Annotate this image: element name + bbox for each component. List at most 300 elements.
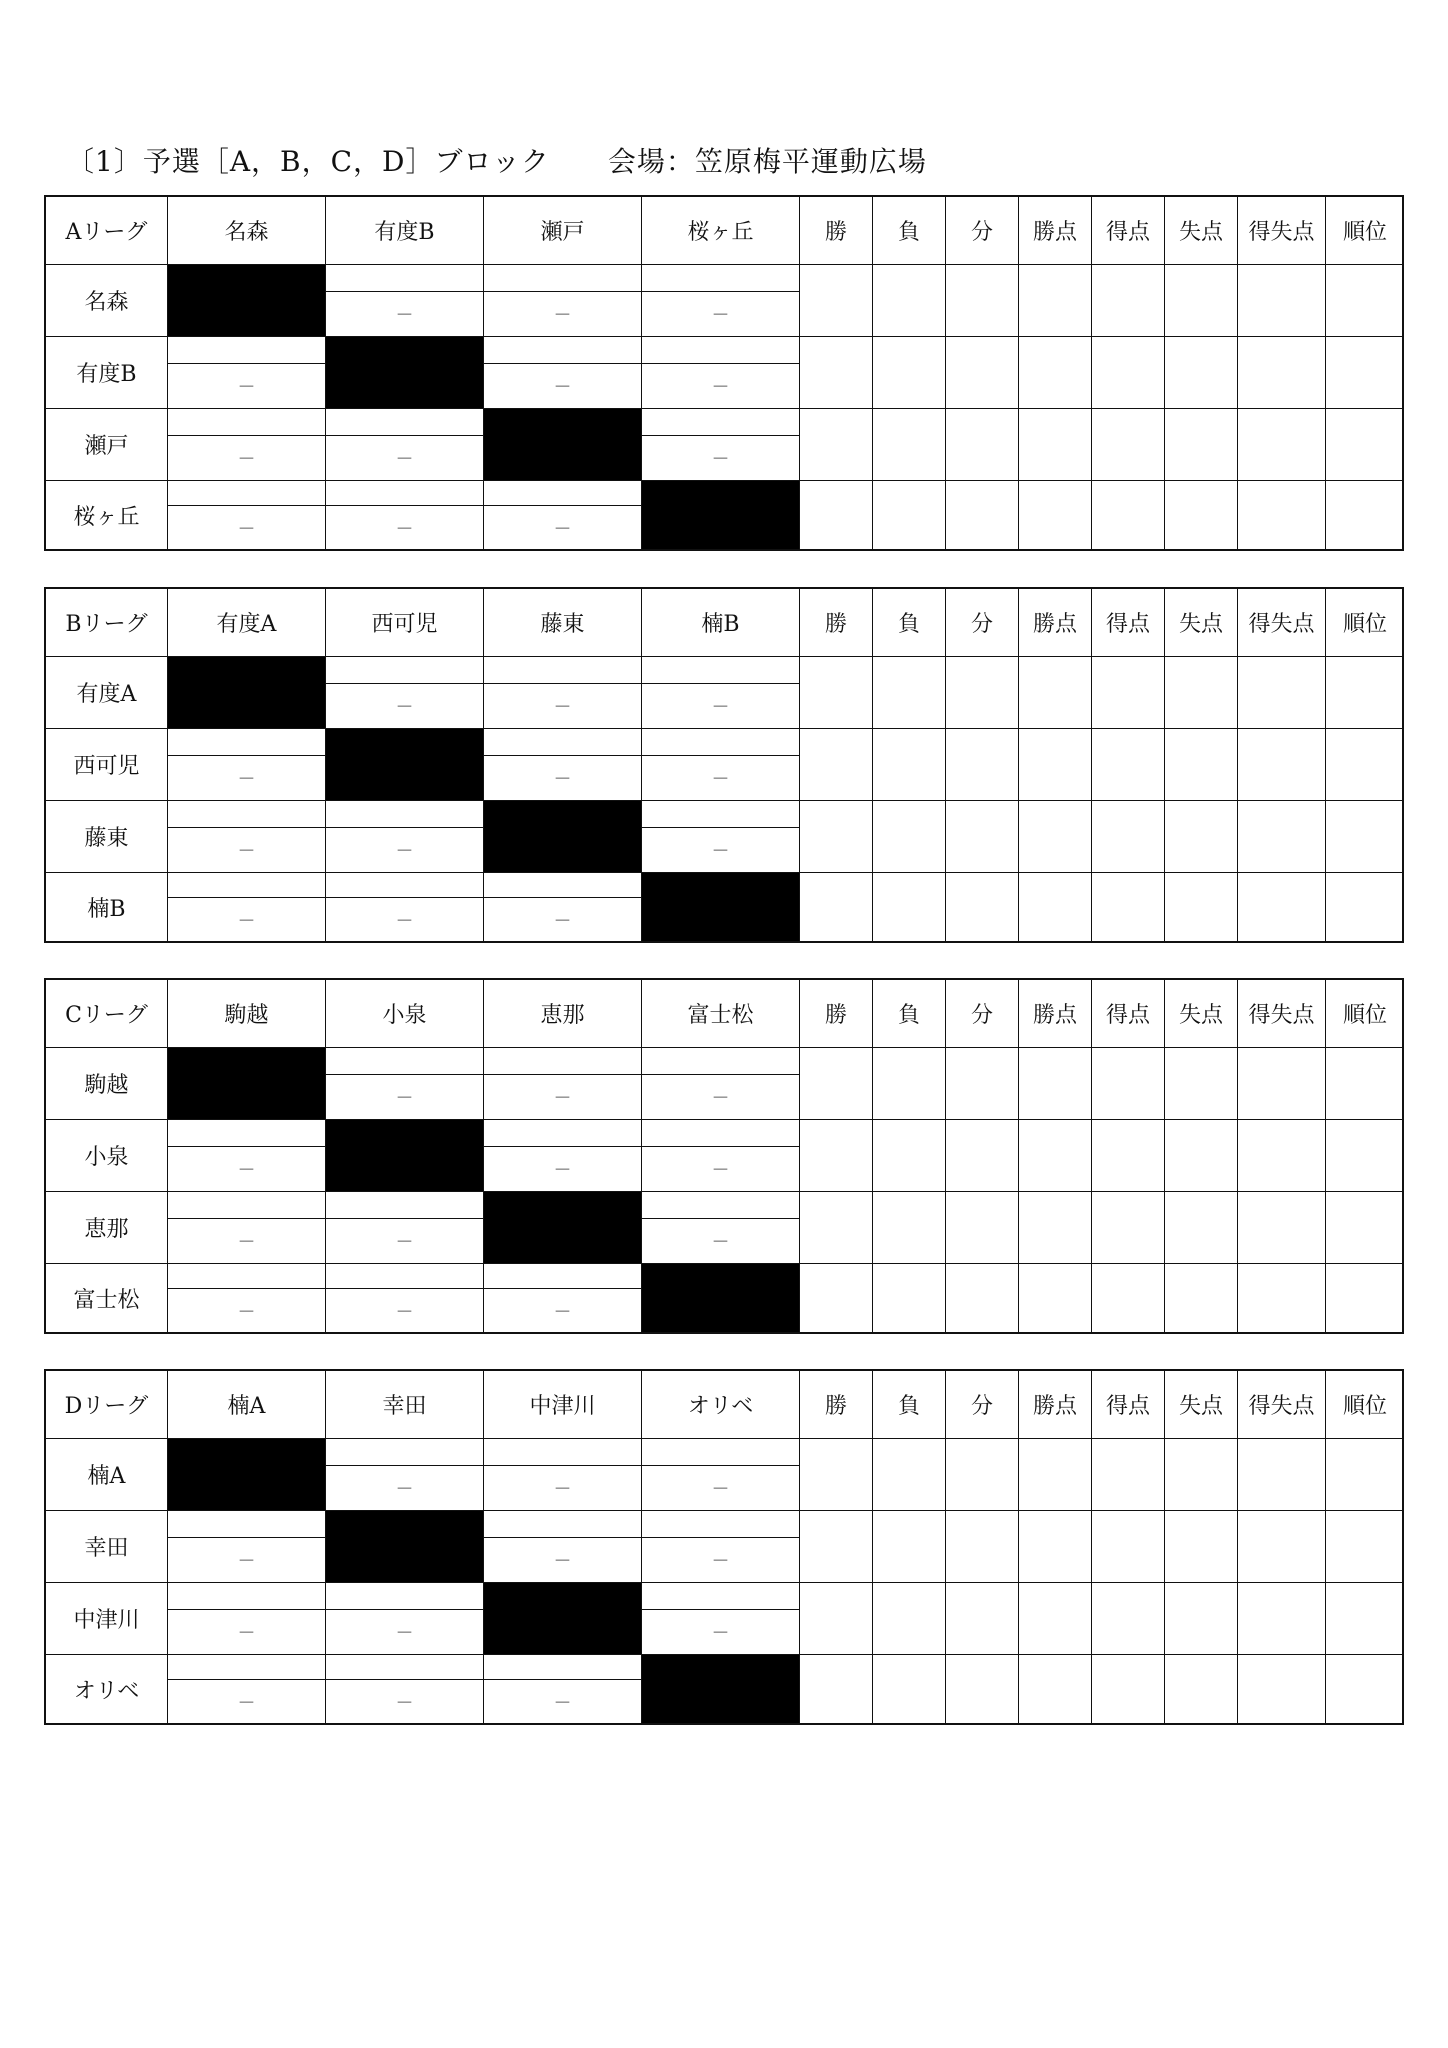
match-upper-field[interactable] (642, 1511, 799, 1538)
match-upper-field[interactable] (642, 1048, 799, 1075)
stat-column-header: 得点 (1092, 1371, 1165, 1439)
stat-value-cell[interactable] (1092, 1439, 1165, 1511)
team-column-header: 名森 (168, 197, 326, 265)
stat-value-cell[interactable] (1165, 1192, 1238, 1264)
stat-value-cell[interactable] (800, 873, 873, 941)
stat-value-cell[interactable] (1019, 481, 1092, 549)
match-upper-field[interactable] (168, 409, 325, 436)
stat-value-cell[interactable] (1238, 1192, 1326, 1264)
match-upper-field[interactable] (642, 1120, 799, 1147)
stat-value-cell[interactable] (873, 409, 946, 481)
stat-column-header: 得失点 (1238, 197, 1326, 265)
score-separator: － (553, 1159, 572, 1181)
stat-value-cell[interactable] (1326, 1048, 1404, 1120)
team-column-header: 瀬戸 (484, 197, 642, 265)
score-separator: － (553, 1478, 572, 1500)
stat-value-cell[interactable] (1019, 337, 1092, 409)
match-upper-field[interactable] (642, 657, 799, 684)
match-score-cell[interactable] (484, 481, 642, 549)
score-separator: － (395, 1231, 414, 1253)
match-upper-field[interactable] (642, 729, 799, 756)
stat-value-cell[interactable] (873, 873, 946, 941)
match-upper-field[interactable] (484, 1655, 641, 1680)
score-separator: － (711, 1231, 730, 1253)
stat-value-cell[interactable] (1019, 265, 1092, 337)
match-score-cell[interactable] (642, 1511, 800, 1583)
stat-value-cell[interactable] (800, 1120, 873, 1192)
stat-value-cell[interactable] (1326, 873, 1404, 941)
match-upper-field[interactable] (168, 729, 325, 756)
stat-value-cell[interactable] (1092, 409, 1165, 481)
stat-column-header: 負 (873, 980, 946, 1048)
match-upper-field[interactable] (484, 1048, 641, 1075)
team-row-label: 有度A (46, 657, 168, 729)
match-score-cell[interactable] (326, 657, 484, 729)
league-table-b (44, 587, 1404, 943)
stat-value-cell[interactable] (800, 729, 873, 801)
match-score-cell[interactable] (326, 1583, 484, 1655)
stat-value-cell[interactable] (1238, 1583, 1326, 1655)
stat-value-cell[interactable] (1326, 1655, 1404, 1723)
team-row-label: 有度B (46, 337, 168, 409)
match-upper-field[interactable] (168, 1583, 325, 1610)
match-upper-field[interactable] (326, 1583, 483, 1610)
stat-column-header: 勝 (800, 980, 873, 1048)
stat-value-cell[interactable] (1165, 1048, 1238, 1120)
stat-value-cell[interactable] (1326, 1120, 1404, 1192)
stat-value-cell[interactable] (1019, 1511, 1092, 1583)
stat-value-cell[interactable] (873, 1048, 946, 1120)
match-upper-field[interactable] (326, 657, 483, 684)
score-separator: － (237, 1692, 256, 1714)
match-upper-field[interactable] (326, 873, 483, 898)
stat-value-cell[interactable] (1165, 1583, 1238, 1655)
team-row-label: 桜ヶ丘 (46, 481, 168, 549)
stat-value-cell[interactable] (1326, 1192, 1404, 1264)
match-upper-field[interactable] (168, 1511, 325, 1538)
stat-value-cell[interactable] (873, 729, 946, 801)
match-upper-field[interactable] (326, 481, 483, 506)
stat-value-cell[interactable] (800, 1048, 873, 1120)
stat-value-cell[interactable] (800, 1264, 873, 1332)
score-separator: － (553, 1692, 572, 1714)
stat-value-cell[interactable] (1326, 729, 1404, 801)
stat-value-cell[interactable] (1238, 801, 1326, 873)
diagonal-self-match-cell (326, 729, 484, 801)
stat-value-cell[interactable] (1326, 409, 1404, 481)
stat-value-cell[interactable] (800, 1439, 873, 1511)
team-row-label: 西可児 (46, 729, 168, 801)
match-score-cell[interactable] (168, 1583, 326, 1655)
stat-value-cell[interactable] (1092, 1511, 1165, 1583)
stat-value-cell[interactable] (1092, 729, 1165, 801)
page-title: 〔1〕予選［A，B，C，D］ブロック 会場：笠原梅平運動広場 (66, 145, 927, 178)
score-separator: － (553, 768, 572, 790)
match-upper-field[interactable] (642, 1583, 799, 1610)
stat-value-cell[interactable] (873, 481, 946, 549)
score-separator: － (395, 696, 414, 718)
stat-column-header: 順位 (1326, 980, 1404, 1048)
stat-column-header: 勝点 (1019, 1371, 1092, 1439)
stat-value-cell[interactable] (946, 337, 1019, 409)
stat-value-cell[interactable] (946, 1120, 1019, 1192)
stat-value-cell[interactable] (946, 265, 1019, 337)
team-column-header: 楠B (642, 589, 800, 657)
stat-value-cell[interactable] (1238, 1264, 1326, 1332)
match-score-cell[interactable] (642, 1120, 800, 1192)
score-separator: － (395, 1692, 414, 1714)
stat-value-cell[interactable] (946, 1511, 1019, 1583)
stat-value-cell[interactable] (1165, 729, 1238, 801)
stat-value-cell[interactable] (1092, 481, 1165, 549)
stat-value-cell[interactable] (1019, 729, 1092, 801)
match-score-cell[interactable] (484, 265, 642, 337)
stat-value-cell[interactable] (1165, 801, 1238, 873)
stat-value-cell[interactable] (1326, 337, 1404, 409)
stat-value-cell[interactable] (1019, 409, 1092, 481)
stat-column-header: 分 (946, 197, 1019, 265)
score-separator: － (553, 304, 572, 326)
stat-value-cell[interactable] (1238, 481, 1326, 549)
team-column-header: 藤東 (484, 589, 642, 657)
stat-value-cell[interactable] (1165, 1439, 1238, 1511)
stat-value-cell[interactable] (1165, 409, 1238, 481)
stat-value-cell[interactable] (946, 1655, 1019, 1723)
stat-value-cell[interactable] (873, 1120, 946, 1192)
stat-value-cell[interactable] (1326, 481, 1404, 549)
match-score-cell[interactable] (642, 1583, 800, 1655)
diagonal-self-match-cell (168, 265, 326, 337)
stat-value-cell[interactable] (946, 1048, 1019, 1120)
match-upper-field[interactable] (326, 409, 483, 436)
stat-value-cell[interactable] (1165, 657, 1238, 729)
stat-value-cell[interactable] (1019, 1192, 1092, 1264)
stat-value-cell[interactable] (873, 337, 946, 409)
match-score-cell[interactable] (168, 729, 326, 801)
match-upper-field[interactable] (326, 1655, 483, 1680)
match-upper-field[interactable] (168, 481, 325, 506)
match-upper-field[interactable] (326, 1264, 483, 1289)
stat-value-cell[interactable] (873, 1655, 946, 1723)
stat-value-cell[interactable] (946, 1583, 1019, 1655)
match-score-cell[interactable] (484, 873, 642, 941)
stat-value-cell[interactable] (946, 1439, 1019, 1511)
stat-value-cell[interactable] (1238, 337, 1326, 409)
diagonal-self-match-cell (642, 1655, 800, 1723)
match-score-cell[interactable] (326, 409, 484, 481)
match-upper-field[interactable] (642, 409, 799, 436)
match-score-cell[interactable] (642, 265, 800, 337)
match-score-cell[interactable] (484, 729, 642, 801)
score-separator: － (711, 304, 730, 326)
stat-column-header: 負 (873, 589, 946, 657)
stat-value-cell[interactable] (1092, 873, 1165, 941)
match-upper-field[interactable] (484, 873, 641, 898)
league-label: Aリーグ (46, 197, 168, 265)
match-score-cell[interactable] (168, 873, 326, 941)
diagonal-self-match-cell (484, 1192, 642, 1264)
match-upper-field[interactable] (168, 1192, 325, 1219)
match-score-cell[interactable] (168, 409, 326, 481)
team-row-label: 名森 (46, 265, 168, 337)
stat-value-cell[interactable] (946, 873, 1019, 941)
match-score-cell[interactable] (484, 1655, 642, 1723)
stat-value-cell[interactable] (1238, 409, 1326, 481)
match-upper-field[interactable] (642, 801, 799, 828)
stat-value-cell[interactable] (1092, 1192, 1165, 1264)
match-score-cell[interactable] (484, 1048, 642, 1120)
team-column-header: 富士松 (642, 980, 800, 1048)
match-score-cell[interactable] (326, 1439, 484, 1511)
match-upper-field[interactable] (326, 265, 483, 292)
stat-value-cell[interactable] (1019, 1583, 1092, 1655)
match-upper-field[interactable] (326, 1192, 483, 1219)
score-separator: － (553, 1087, 572, 1109)
stat-value-cell[interactable] (800, 337, 873, 409)
stat-column-header: 勝点 (1019, 589, 1092, 657)
stat-value-cell[interactable] (1092, 1655, 1165, 1723)
match-score-cell[interactable] (484, 657, 642, 729)
team-column-header: 楠A (168, 1371, 326, 1439)
stat-value-cell[interactable] (1326, 265, 1404, 337)
stat-value-cell[interactable] (1019, 1655, 1092, 1723)
match-score-cell[interactable] (326, 1192, 484, 1264)
stat-value-cell[interactable] (873, 1583, 946, 1655)
stat-value-cell[interactable] (800, 657, 873, 729)
stat-column-header: 順位 (1326, 197, 1404, 265)
stat-value-cell[interactable] (1092, 657, 1165, 729)
match-upper-field[interactable] (642, 337, 799, 364)
match-upper-field[interactable] (642, 1439, 799, 1466)
stat-value-cell[interactable] (800, 801, 873, 873)
stat-value-cell[interactable] (1165, 265, 1238, 337)
score-separator: － (237, 768, 256, 790)
stat-value-cell[interactable] (1019, 1048, 1092, 1120)
match-score-cell[interactable] (168, 481, 326, 549)
match-score-cell[interactable] (326, 801, 484, 873)
stat-value-cell[interactable] (946, 1264, 1019, 1332)
match-upper-field[interactable] (484, 1439, 641, 1466)
stat-value-cell[interactable] (1238, 657, 1326, 729)
match-score-cell[interactable] (168, 1511, 326, 1583)
match-upper-field[interactable] (484, 729, 641, 756)
stat-value-cell[interactable] (1092, 1583, 1165, 1655)
diagonal-self-match-cell (168, 657, 326, 729)
score-separator: － (237, 1301, 256, 1323)
match-score-cell[interactable] (642, 657, 800, 729)
score-separator: － (237, 840, 256, 862)
stat-value-cell[interactable] (1165, 873, 1238, 941)
stat-value-cell[interactable] (873, 1192, 946, 1264)
stat-value-cell[interactable] (1326, 1264, 1404, 1332)
stat-value-cell[interactable] (1238, 1511, 1326, 1583)
match-upper-field[interactable] (484, 337, 641, 364)
match-upper-field[interactable] (484, 265, 641, 292)
match-upper-field[interactable] (484, 657, 641, 684)
stat-value-cell[interactable] (873, 657, 946, 729)
league-table-c (44, 978, 1404, 1334)
match-upper-field[interactable] (326, 1048, 483, 1075)
match-score-cell[interactable] (484, 1120, 642, 1192)
stat-value-cell[interactable] (1165, 1655, 1238, 1723)
match-upper-field[interactable] (168, 801, 325, 828)
score-separator: － (553, 696, 572, 718)
match-upper-field[interactable] (642, 1192, 799, 1219)
match-score-cell[interactable] (484, 1511, 642, 1583)
stat-value-cell[interactable] (1165, 1264, 1238, 1332)
stat-value-cell[interactable] (1165, 337, 1238, 409)
match-upper-field[interactable] (168, 1264, 325, 1289)
stat-value-cell[interactable] (800, 409, 873, 481)
score-separator: － (395, 448, 414, 470)
match-score-cell[interactable] (326, 1048, 484, 1120)
stat-value-cell[interactable] (1238, 1439, 1326, 1511)
stat-value-cell[interactable] (1326, 1439, 1404, 1511)
stat-value-cell[interactable] (1092, 1120, 1165, 1192)
match-score-cell[interactable] (168, 1264, 326, 1332)
match-score-cell[interactable] (642, 729, 800, 801)
team-column-header: 有度B (326, 197, 484, 265)
score-separator: － (711, 448, 730, 470)
match-upper-field[interactable] (642, 265, 799, 292)
match-score-cell[interactable] (642, 1439, 800, 1511)
stat-value-cell[interactable] (800, 1511, 873, 1583)
stat-value-cell[interactable] (873, 1264, 946, 1332)
stat-value-cell[interactable] (1019, 1264, 1092, 1332)
match-upper-field[interactable] (168, 337, 325, 364)
match-score-cell[interactable] (168, 1120, 326, 1192)
score-separator: － (237, 1550, 256, 1572)
stat-value-cell[interactable] (1019, 801, 1092, 873)
stat-value-cell[interactable] (1238, 1048, 1326, 1120)
stat-value-cell[interactable] (800, 481, 873, 549)
match-score-cell[interactable] (326, 873, 484, 941)
stat-value-cell[interactable] (946, 1192, 1019, 1264)
stat-value-cell[interactable] (873, 265, 946, 337)
stat-value-cell[interactable] (873, 1511, 946, 1583)
team-row-label: 楠A (46, 1439, 168, 1511)
stat-value-cell[interactable] (1019, 873, 1092, 941)
match-score-cell[interactable] (642, 1192, 800, 1264)
stat-value-cell[interactable] (946, 481, 1019, 549)
match-upper-field[interactable] (484, 1120, 641, 1147)
match-score-cell[interactable] (642, 337, 800, 409)
diagonal-self-match-cell (326, 1120, 484, 1192)
match-upper-field[interactable] (168, 1655, 325, 1680)
match-upper-field[interactable] (326, 801, 483, 828)
stat-value-cell[interactable] (946, 409, 1019, 481)
stat-value-cell[interactable] (800, 1192, 873, 1264)
stat-value-cell[interactable] (1326, 1583, 1404, 1655)
match-upper-field[interactable] (168, 1120, 325, 1147)
stat-value-cell[interactable] (946, 729, 1019, 801)
stat-value-cell[interactable] (873, 801, 946, 873)
match-upper-field[interactable] (326, 1439, 483, 1466)
stat-value-cell[interactable] (800, 1583, 873, 1655)
stat-value-cell[interactable] (1238, 1120, 1326, 1192)
stat-value-cell[interactable] (1238, 729, 1326, 801)
team-row-label: 恵那 (46, 1192, 168, 1264)
stat-value-cell[interactable] (946, 801, 1019, 873)
stat-column-header: 得点 (1092, 589, 1165, 657)
match-score-cell[interactable] (642, 409, 800, 481)
stat-value-cell[interactable] (1165, 481, 1238, 549)
stat-value-cell[interactable] (1326, 1511, 1404, 1583)
stat-value-cell[interactable] (800, 1655, 873, 1723)
stat-column-header: 得失点 (1238, 1371, 1326, 1439)
score-separator: － (237, 376, 256, 398)
match-score-cell[interactable] (326, 481, 484, 549)
stat-value-cell[interactable] (1238, 1655, 1326, 1723)
stat-value-cell[interactable] (1238, 265, 1326, 337)
match-score-cell[interactable] (168, 1192, 326, 1264)
team-row-label: 小泉 (46, 1120, 168, 1192)
score-separator: － (237, 1622, 256, 1644)
team-column-header: 小泉 (326, 980, 484, 1048)
match-score-cell[interactable] (326, 1264, 484, 1332)
stat-value-cell[interactable] (1019, 1120, 1092, 1192)
match-score-cell[interactable] (484, 1264, 642, 1332)
stat-column-header: 勝 (800, 1371, 873, 1439)
stat-value-cell[interactable] (1165, 1120, 1238, 1192)
team-row-label: 瀬戸 (46, 409, 168, 481)
match-score-cell[interactable] (168, 337, 326, 409)
stat-value-cell[interactable] (1165, 1511, 1238, 1583)
team-row-label: 駒越 (46, 1048, 168, 1120)
score-separator: － (711, 376, 730, 398)
stat-value-cell[interactable] (1092, 1048, 1165, 1120)
stat-value-cell[interactable] (1092, 801, 1165, 873)
score-separator: － (237, 448, 256, 470)
match-upper-field[interactable] (168, 873, 325, 898)
match-score-cell[interactable] (642, 801, 800, 873)
score-separator: － (395, 910, 414, 932)
stat-value-cell[interactable] (1092, 265, 1165, 337)
match-score-cell[interactable] (326, 265, 484, 337)
team-column-header: 有度A (168, 589, 326, 657)
match-upper-field[interactable] (484, 1511, 641, 1538)
stat-value-cell[interactable] (800, 265, 873, 337)
match-score-cell[interactable] (326, 1655, 484, 1723)
team-column-header: 中津川 (484, 1371, 642, 1439)
stat-value-cell[interactable] (1092, 337, 1165, 409)
team-row-label: オリベ (46, 1655, 168, 1723)
stat-value-cell[interactable] (946, 657, 1019, 729)
stat-value-cell[interactable] (1326, 657, 1404, 729)
match-score-cell[interactable] (484, 337, 642, 409)
match-upper-field[interactable] (484, 1264, 641, 1289)
stat-value-cell[interactable] (1326, 801, 1404, 873)
stat-value-cell[interactable] (1092, 1264, 1165, 1332)
stat-value-cell[interactable] (873, 1439, 946, 1511)
match-upper-field[interactable] (484, 481, 641, 506)
diagonal-self-match-cell (484, 1583, 642, 1655)
match-score-cell[interactable] (168, 1655, 326, 1723)
stat-column-header: 順位 (1326, 1371, 1404, 1439)
stat-column-header: 得点 (1092, 980, 1165, 1048)
score-separator: － (711, 1550, 730, 1572)
score-separator: － (395, 1301, 414, 1323)
league-label: Cリーグ (46, 980, 168, 1048)
match-score-cell[interactable] (642, 1048, 800, 1120)
score-separator: － (395, 1087, 414, 1109)
stat-column-header: 失点 (1165, 589, 1238, 657)
stat-value-cell[interactable] (1019, 657, 1092, 729)
match-score-cell[interactable] (168, 801, 326, 873)
stat-value-cell[interactable] (1019, 1439, 1092, 1511)
stat-value-cell[interactable] (1238, 873, 1326, 941)
match-score-cell[interactable] (484, 1439, 642, 1511)
